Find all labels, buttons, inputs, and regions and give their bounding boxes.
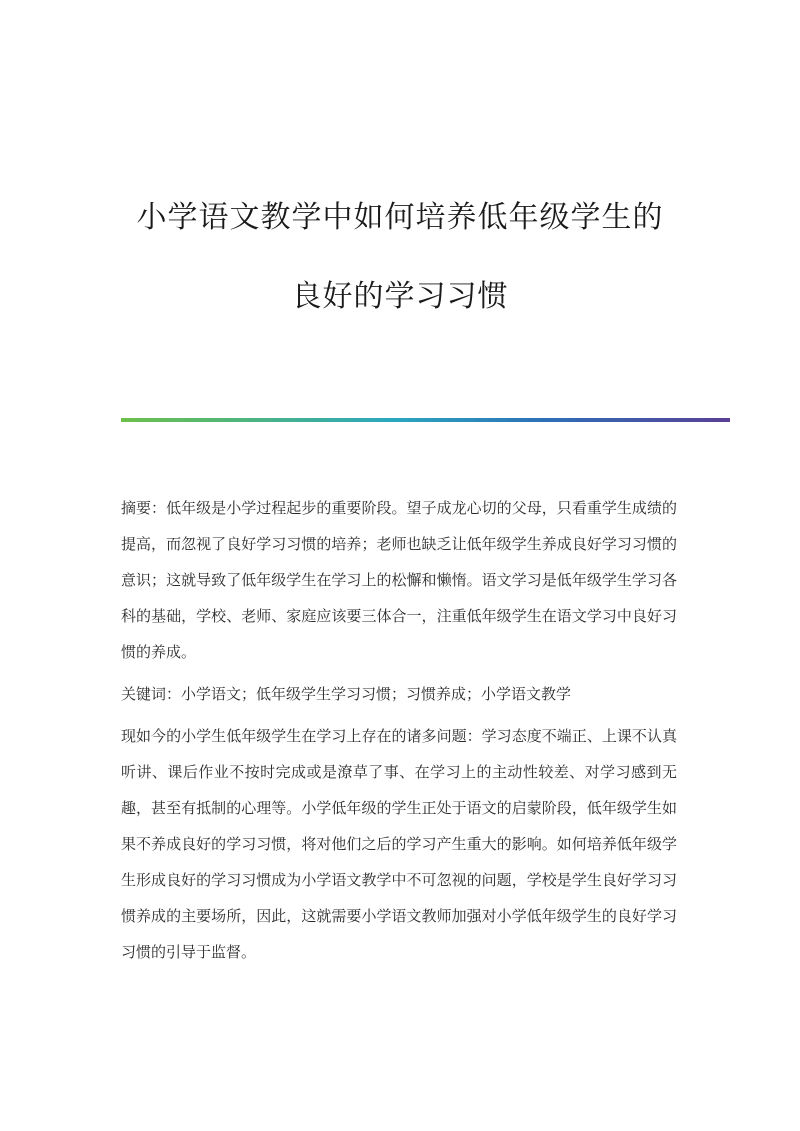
keywords-paragraph: 关键词：小学语文；低年级学生学习习惯；习惯养成；小学语文教学 [121,685,572,703]
body-paragraph: 现如今的小学生低年级学生在学习上存在的诸多问题：学习态度不端正、上课不认真听讲、课后作业不按时完成或是潦草了事、在学习上的主动性较差、对学习感到无趣，甚至有抵制的心理等。小学低年级的学生正处于语文的启蒙阶段，低年级学生如果不养成良好的学习习惯，将对他们之后的学习产生重大的影响。如何培养低年级学生形成良好的学习习惯成为小学语文教学中不可忽视的问题，学校是学生良好学习习惯养成的主要场所，因此，这就需要小学语文教师加强对小学低年级学生的良好学习习惯的引导于监督。 [121,727,677,961]
document-title-line-2: 良好的学习习惯 [291,279,509,314]
document-title-line-1: 小学语文教学中如何培养低年级学生的 [136,200,664,235]
title-divider [121,418,730,422]
document-body [121,490,677,976]
abstract-paragraph: 摘要：低年级是小学过程起步的重要阶段。望子成龙心切的父母，只看重学生成绩的提高，而忽视了良好学习习惯的培养；老师也缺乏让低年级学生养成良好学习习惯的意识；这就导致了低年级学生在学习上的松懈和懒惰。语文学习是低年级学生学习各科的基础，学校、老师、家庭应该要三体合一，注重低年级学生在语文学习中良好习惯的养成。 [121,499,677,661]
